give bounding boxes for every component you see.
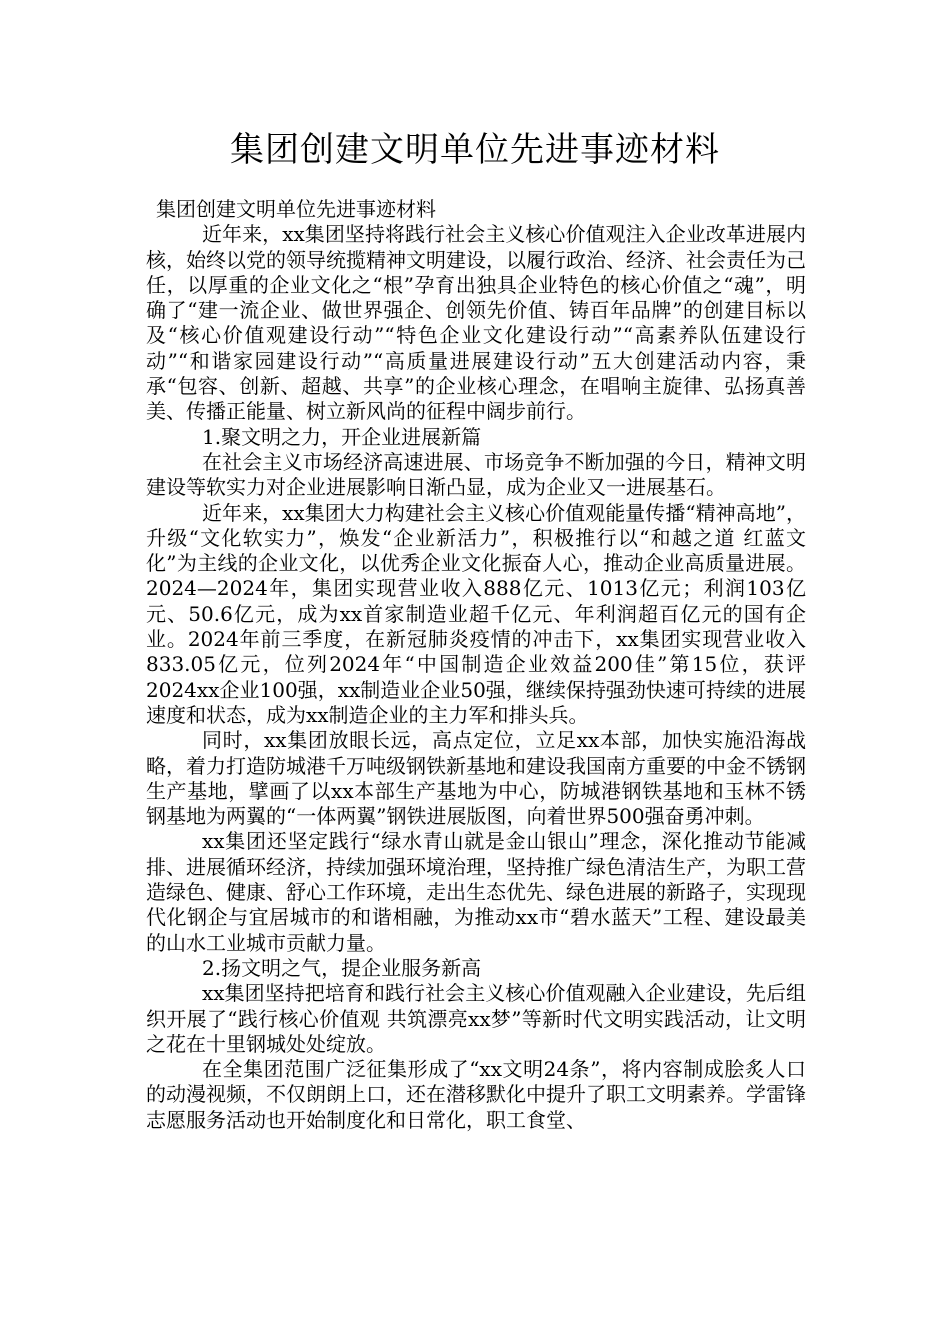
- paragraph-intro: 近年来，xx集团坚持将践行社会主义核心价值观注入企业改革进展内核，始终以党的领导统揽精神文明建设，以履行政治、经济、社会责任为己任，以厚重的企业文化之“根”孕育出独具企业特色的核心价值之“魂”，明确了“建一流企业、做世界强企、创领先价值、铸百年品牌”的创建目标以及“核心价值观建设行动”“特色企业文化建设行动”“高素养队伍建设行动”“和谐家园建设行动”“高质量进展建设行动”五大创建活动内容，秉承“包容、创新、超越、共享”的企业核心理念，在唱响主旋律、弘扬真善美、传播正能量、树立新风尚的征程中阔步前行。: [146, 222, 806, 424]
- document-body: [146, 197, 806, 1133]
- document-title: 集团创建文明单位先进事迹材料: [230, 130, 720, 170]
- section-heading-2: 2.扬文明之气，提企业服务新高: [202, 955, 482, 980]
- paragraph: 近年来，xx集团大力构建社会主义核心价值观能量传播“精神高地”，升级“文化软实力”，焕发“企业新活力”，积极推行以“和越之道 红蓝文化”为主线的企业文化，以优秀企业文化振奋人心，推动企业高质量进展。2024—2024年，集团实现营业收入888亿元、1013亿元；利润103亿元、50.6亿元，成为xx首家制造业超千亿元、年利润超百亿元的国有企业。2024年前三季度，在新冠肺炎疫情的冲击下，xx集团实现营业收入833.05亿元，位列2024年“中国制造企业效益200佳”第15位，获评2024xx企业100强，xx制造业企业50强，继续保持强劲快速可持续的进展速度和状态，成为xx制造企业的主力军和排头兵。: [146, 500, 806, 727]
- paragraph: xx集团还坚定践行“绿水青山就是金山银山”理念，深化推动节能减排、进展循环经济，持续加强环境治理，坚持推广绿色清洁生产，为职工营造绿色、健康、舒心工作环境，走出生态优先、绿色进展的新路子，实现现代化钢企与宜居城市的和谐相融，为推动xx市“碧水蓝天”工程、建设最美的山水工业城市贡献力量。: [146, 829, 806, 955]
- paragraph: 在社会主义市场经济高速进展、市场竞争不断加强的今日，精神文明建设等软实力对企业进展影响日渐凸显，成为企业又一进展基石。: [146, 449, 806, 500]
- document-subtitle: 集团创建文明单位先进事迹材料: [156, 197, 436, 221]
- paragraph: xx集团坚持把培育和践行社会主义核心价值观融入企业建设，先后组织开展了“践行核心价值观 共筑漂亮xx梦”等新时代文明实践活动，让文明之花在十里钢城处处绽放。: [146, 981, 806, 1056]
- section-heading-1: 1.聚文明之力，开企业进展新篇: [202, 424, 482, 449]
- paragraph: 在全集团范围广泛征集形成了“xx文明24条”，将内容制成脍炙人口的动漫视频，不仅朗朗上口，还在潜移默化中提升了职工文明素养。学雷锋志愿服务活动也开始制度化和日常化，职工食堂、: [146, 1057, 806, 1132]
- paragraph: 同时，xx集团放眼长远，高点定位，立足xx本部，加快实施沿海战略，着力打造防城港千万吨级钢铁新基地和建设我国南方重要的中金不锈钢生产基地，擘画了以xx本部生产基地为中心，防城港钢铁基地和玉林不锈钢基地为两翼的“一体两翼”钢铁进展版图，向着世界500强奋勇冲刺。: [146, 728, 806, 829]
